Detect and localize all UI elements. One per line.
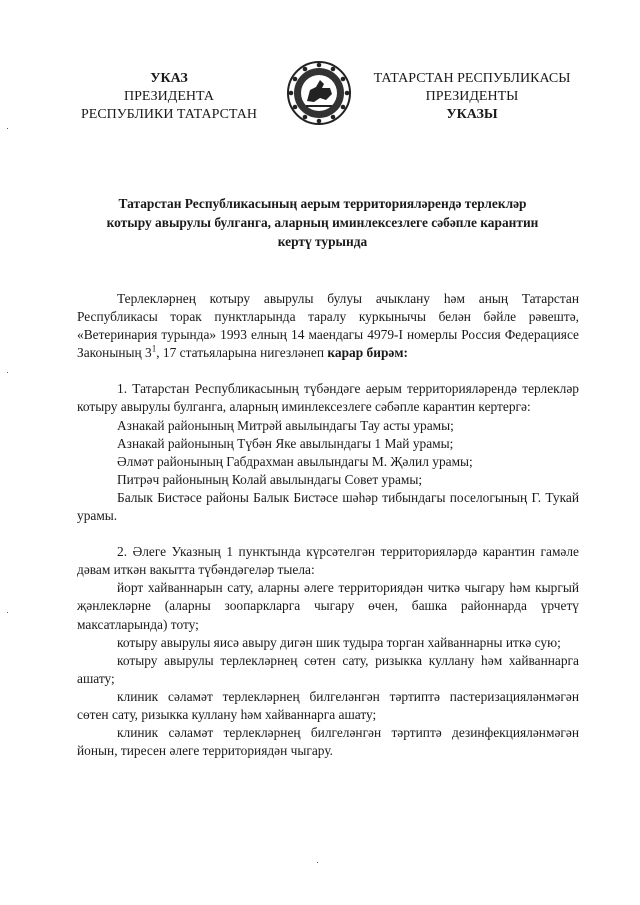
item2-ban: йорт хайваннарын сату, аларны әлеге территориядән читкә чыгару һәм кыргый җәнлекләрне (аларны зоопаркларга чыгару өчен, башка районнарда үрчетү максатларында) тоту; [77, 580, 579, 632]
title-line2: котыру авырулы булганга, аларның иминлексезлеге сәбәпле карантин [106, 215, 539, 230]
item2-ban: клиник сәламәт терлекләрнең билгеләнгән тәртиптә пастеризацияләнмәгән сөтен сату, ризыкка куллану һәм хайваннарга ашату; [77, 688, 579, 722]
scan-speck [317, 862, 318, 863]
item2-ban: котыру авырулы яисә авыру дигән шик тудыра торган хайваннарны иткә сую; [117, 634, 561, 650]
header-left-line2: ПРЕЗИДЕНТА [124, 89, 214, 104]
item1-place: Питрәч районының Колай авылындагы Совет урамы; [117, 471, 423, 487]
item1-place: Балык Бистәсе районы Балык Бистәсе шәһәр тибындагы поселогының Г. Тукай урамы. [77, 489, 579, 524]
preamble-tail: , 17 статьяларына нигезләнеп [156, 345, 328, 361]
item1-place: Азнакай районының Түбән Яке авылындагы 1 Май урамы; [117, 435, 454, 451]
title-line1: Татарстан Республикасының аерым территорияләрендә терлекләр [118, 196, 527, 211]
header-right-line1: ТАТАРСТАН РЕСПУБЛИКАСЫ [373, 71, 571, 86]
title-line3: кертү турында [277, 234, 368, 249]
preamble-decree-phrase: карар бирәм: [327, 345, 408, 361]
scan-speck [7, 612, 8, 613]
header-right [362, 70, 582, 124]
scan-speck [7, 128, 8, 129]
document-title [70, 194, 575, 251]
header-left-line3: РЕСПУБЛИКИ ТАТАРСТАН [80, 107, 257, 122]
item1-intro: 1. Татарстан Республикасының түбәндәге аерым территорияләрендә терлекләр котыру авырулы булганга, аларның иминлексезлеге сәбәпле карантин кертергә: [77, 381, 579, 415]
scan-speck [7, 372, 8, 373]
item2-intro: 2. Әлеге Указның 1 пунктында күрсәтелгән территорияләрдә карантин гамәле дәвам иткән вакытта түбәндәгеләр тыела: [77, 544, 579, 578]
preamble-paragraph [77, 290, 579, 362]
preamble-text: Терлекләрнең котыру авырулы булуы ачыклану һәм аның Татарстан Республикасы торак пунктларында таралу куркынычы белән бәйле рәвештә, «Ветеринария турында» 1993 елның 14 маендагы 4979-I номерлы Россия Федерациясе Законының 3 [77, 291, 579, 361]
header-left-line1: УКАЗ [150, 71, 188, 86]
header-right-line3: УКАЗЫ [446, 107, 498, 122]
item1-place: Әлмәт районының Габдрахман авылындагы М. Җәлил урамы; [117, 453, 473, 469]
preamble-superscript: 1 [151, 343, 157, 354]
item1-place: Азнакай районының Митрәй авылындагы Тау асты урамы; [117, 417, 454, 433]
header-left [64, 70, 274, 124]
tatarstan-emblem-icon [286, 60, 352, 126]
document-body [77, 290, 579, 760]
item2-ban: котыру авырулы терлекләрнең сөтен сату, ризыкка куллану һәм хайваннарга ашату; [77, 652, 579, 686]
item2-ban: клиник сәламәт терлекләрнең билгеләнгән тәртиптә дезинфекцияләнмәгән йонын, тиресен әлеге территориядән чыгару. [77, 725, 579, 759]
header-right-line2: ПРЕЗИДЕНТЫ [425, 89, 519, 104]
